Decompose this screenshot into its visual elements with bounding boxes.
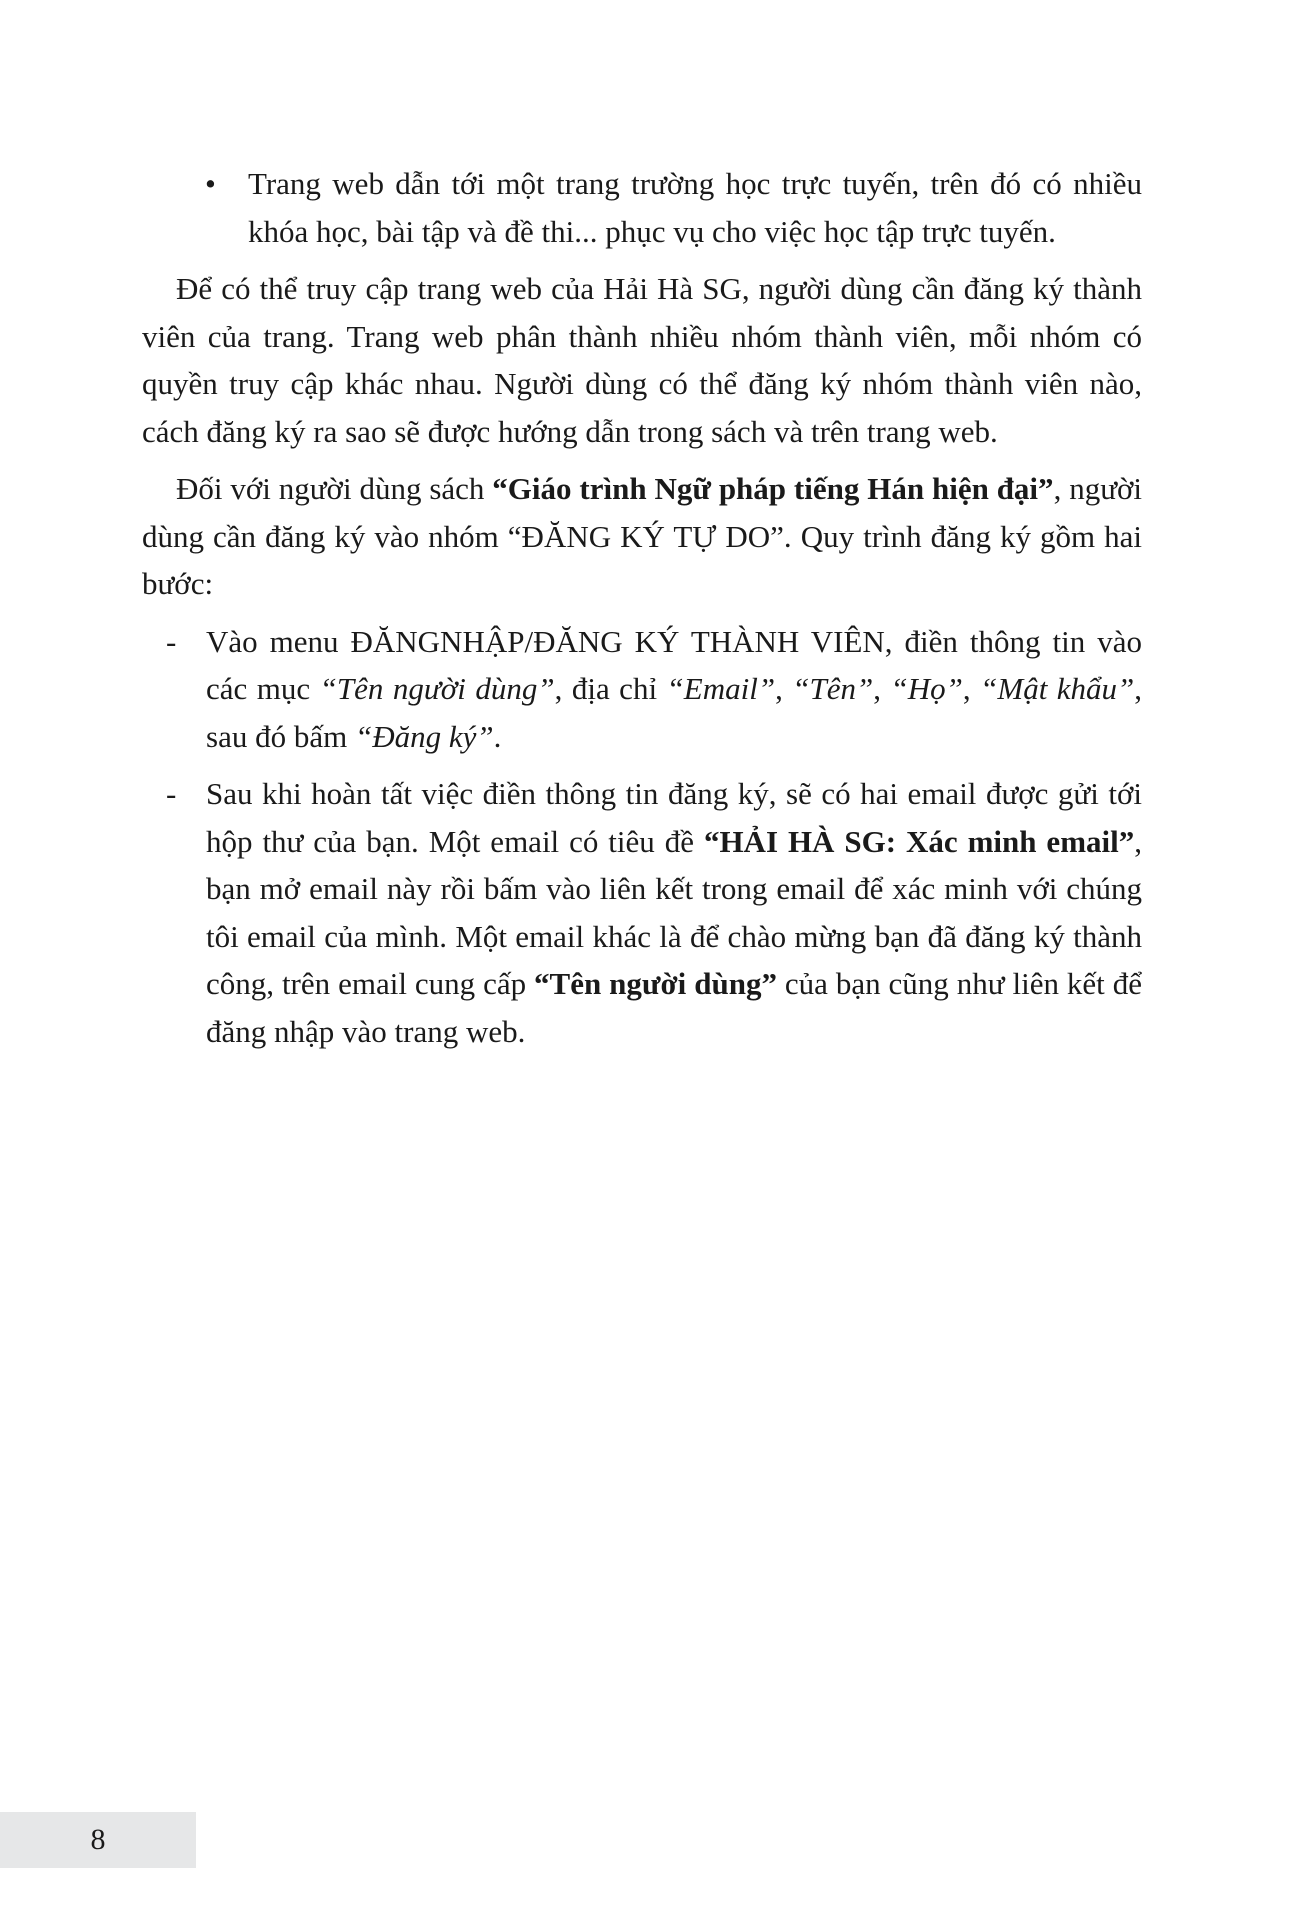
text-run: , bạn mở email này rồi bấm vào liên kết trong email để xác minh với chúng tôi email của mình. Một email khác là để chào mừng bạn đã đăng ký thành công, trên email cung cấp	[206, 823, 1142, 1001]
bullet-marker: •	[205, 166, 216, 201]
step-item-1	[142, 618, 1142, 761]
paragraph-access: Để có thể truy cập trang web của Hải Hà SG, người dùng cần đăng ký thành viên của trang. Trang web phân thành nhiều nhóm thành viên, mỗi nhóm có quyền truy cập khác nhau. Người dùng có thể đăng ký nhóm thành viên nào, cách đăng ký ra sao sẽ được hướng dẫn trong sách và trên trang web.	[142, 271, 1142, 449]
step-item-2	[142, 770, 1142, 1055]
field-last-name: “Họ”	[890, 671, 963, 706]
register-button-label: “Đăng ký”	[354, 718, 494, 754]
field-password: “Mật khẩu”	[980, 671, 1135, 706]
field-email: “Email”	[666, 671, 776, 706]
username-term: “Tên người dùng”	[534, 966, 777, 1001]
text-run: , người dùng cần đăng ký vào nhóm “ĐĂNG KÝ TỰ DO”. Quy trình đăng ký gồm hai bước:	[142, 471, 1142, 601]
paragraph-book-users	[142, 465, 1142, 608]
page-number	[0, 1812, 196, 1868]
field-username: “Tên người dùng”	[319, 671, 555, 706]
text-run: Đối với người dùng sách	[176, 471, 493, 506]
book-title: “Giáo trình Ngữ pháp tiếng Hán hiện đại”	[492, 471, 1054, 506]
text-run: ,	[775, 671, 793, 706]
text-run: ,	[962, 671, 981, 706]
text-run: Vào menu ĐĂNGNHẬP/ĐĂNG KÝ THÀNH VIÊN, điền thông tin vào các mục	[206, 623, 1142, 706]
body-text	[142, 160, 1142, 1065]
text-run: của bạn cũng như liên kết để đăng nhập vào trang web.	[206, 966, 1142, 1049]
field-first-name: “Tên”	[792, 671, 874, 706]
text-run: .	[493, 718, 502, 754]
text-run: Sau khi hoàn tất việc điền thông tin đăng ký, sẽ có hai email được gửi tới hộp thư của bạn. Một email có tiêu đề	[206, 776, 1142, 859]
bullet-item	[142, 160, 1142, 255]
text-run: , địa chỉ	[554, 671, 667, 706]
verification-email-subject: “HẢI HÀ SG: Xác minh email”	[703, 823, 1135, 859]
dash-marker: -	[166, 776, 177, 811]
text-run: ,	[873, 671, 891, 706]
page-number-text: 8	[90, 1823, 106, 1856]
dash-marker: -	[166, 623, 177, 659]
bullet-text: Trang web dẫn tới một trang trường học trực tuyến, trên đó có nhiều khóa học, bài tập và đề thi... phục vụ cho việc học tập trực tuyến.	[248, 166, 1142, 249]
text-run: , sau đó bấm	[206, 671, 1143, 754]
